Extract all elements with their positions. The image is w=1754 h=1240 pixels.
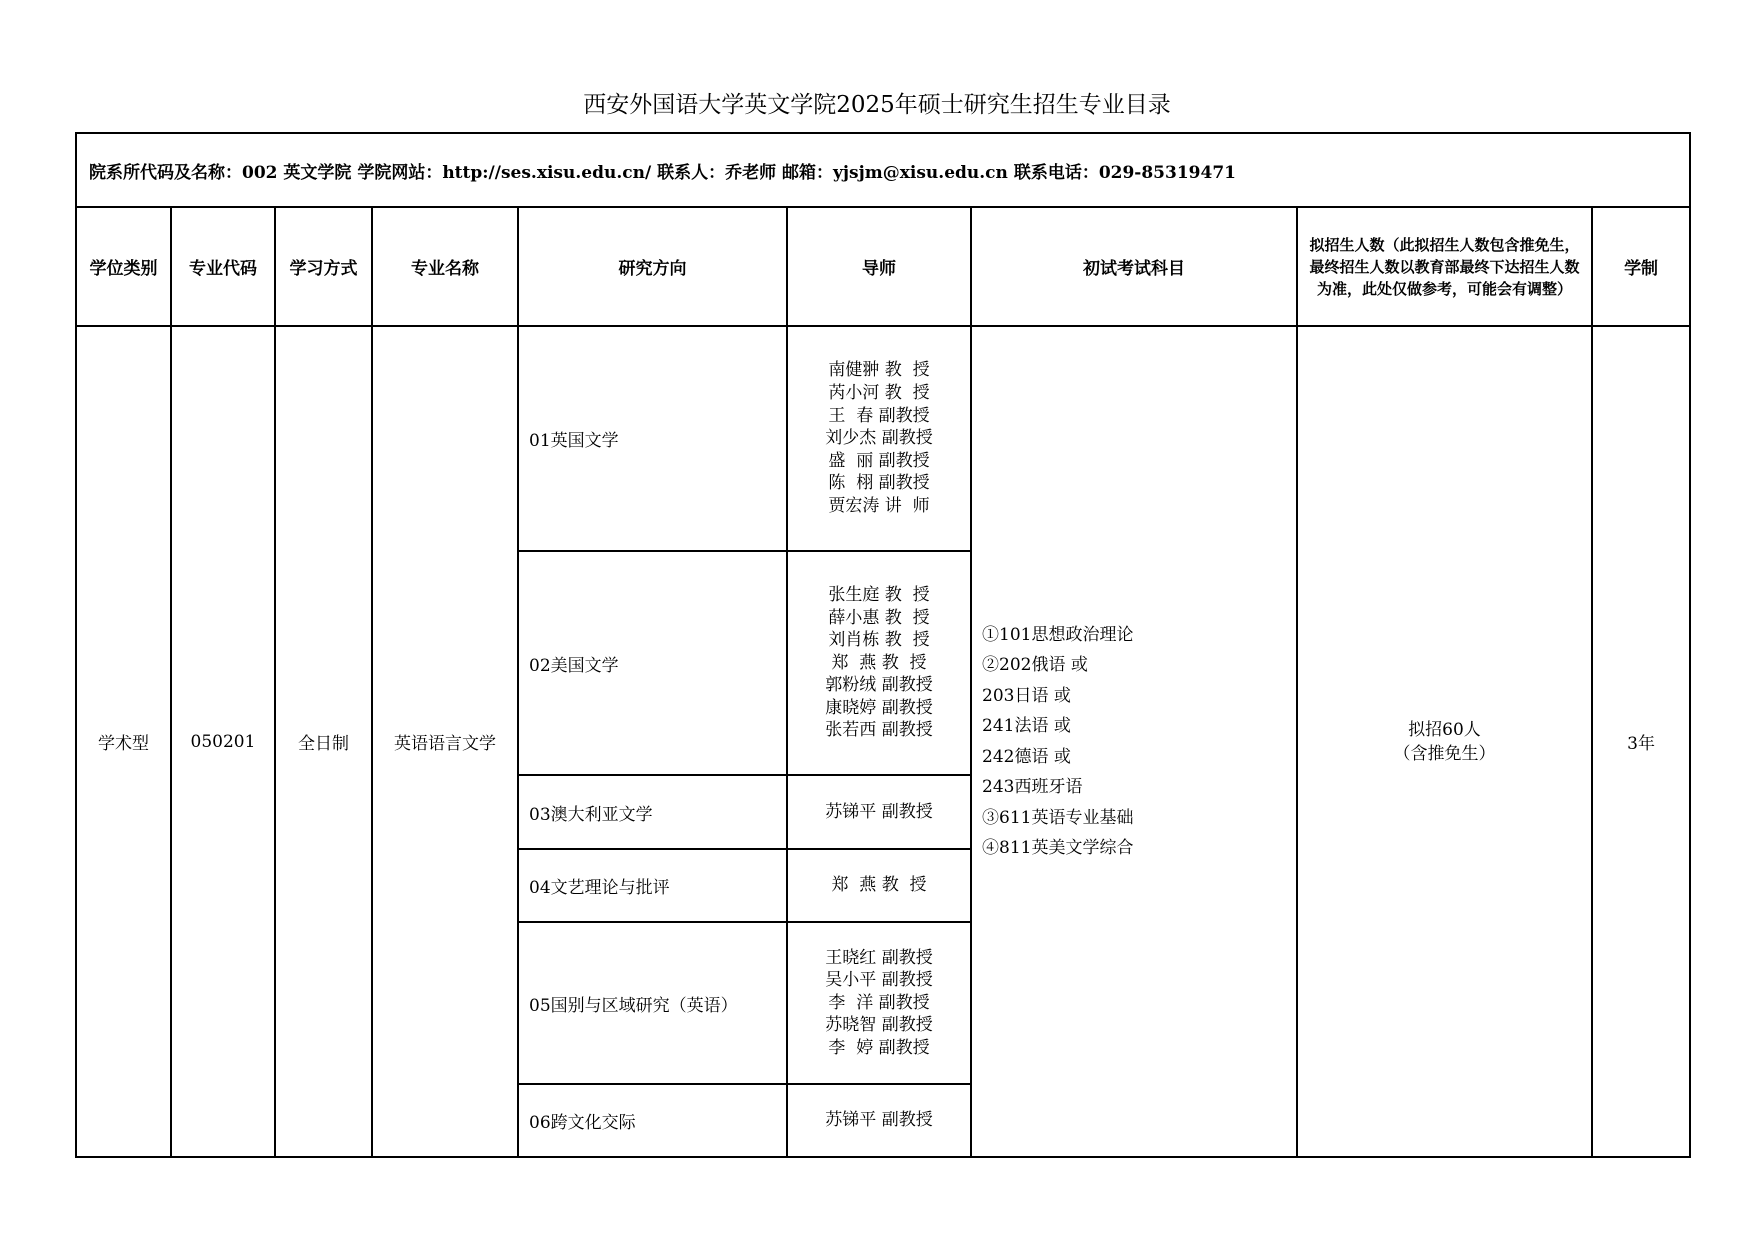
exam-subjects-cell	[971, 326, 1297, 1157]
exam-subject: ④811英美文学综合	[982, 838, 1134, 858]
direction-03: 03澳大利亚文学	[518, 775, 787, 849]
header-exam-subjects: 初试考试科目	[971, 207, 1297, 326]
exam-subject: 242德语 或	[982, 746, 1071, 767]
supervisors-02	[787, 551, 971, 775]
supervisor-entry: 刘少杰 副教授	[825, 428, 933, 449]
supervisor-entry: 康晓婷 副教授	[825, 697, 933, 718]
supervisor-entry: 张生庭 教 授	[828, 584, 930, 605]
supervisor-entry: 苏锑平 副教授	[825, 1110, 933, 1131]
supervisor-entry: 李 洋 副教授	[828, 992, 930, 1013]
supervisor-entry: 薛小惠 教 授	[828, 607, 930, 628]
degree-type-cell: 学术型	[76, 326, 171, 1157]
catalog-table	[75, 132, 1691, 1158]
exam-subject: ②202俄语 或	[982, 655, 1088, 675]
supervisor-entry: 吴小平 副教授	[825, 970, 933, 991]
table-row	[76, 326, 1690, 551]
supervisor-entry: 郭粉绒 副教授	[825, 675, 933, 696]
header-research-direction: 研究方向	[518, 207, 787, 326]
header-duration: 学制	[1592, 207, 1690, 326]
header-major-name: 专业名称	[372, 207, 518, 326]
supervisor-entry: 芮小河 教 授	[828, 383, 930, 404]
supervisors-05	[787, 922, 971, 1084]
supervisors-03	[787, 775, 971, 849]
supervisor-entry: 苏锑平 副教授	[825, 801, 933, 822]
header-supervisor: 导师	[787, 207, 971, 326]
supervisor-entry: 陈 栩 副教授	[828, 473, 930, 494]
supervisors-04	[787, 849, 971, 922]
exam-subject: 241法语 或	[982, 716, 1071, 736]
exam-subject: 203日语 或	[982, 685, 1071, 706]
enrollment-note: （含推免生）	[1393, 743, 1496, 764]
direction-06: 06跨文化交际	[518, 1084, 787, 1157]
supervisors-01	[787, 326, 971, 551]
exam-subject: 243西班牙语	[982, 777, 1083, 797]
supervisor-entry: 苏晓智 副教授	[825, 1015, 933, 1036]
supervisor-entry: 南健翀 教 授	[828, 360, 930, 381]
supervisor-entry: 盛 丽 副教授	[828, 450, 930, 471]
direction-01: 01英国文学	[518, 326, 787, 551]
supervisor-entry: 李 婷 副教授	[828, 1037, 930, 1058]
page-title: 西安外国语大学英文学院2025年硕士研究生招生专业目录	[583, 92, 1171, 118]
supervisor-entry: 郑 燕 教 授	[831, 875, 927, 896]
enrollment-cell	[1297, 326, 1592, 1157]
direction-05: 05国别与区域研究（英语）	[518, 922, 787, 1084]
supervisor-entry: 刘肖栋 教 授	[828, 630, 930, 651]
enrollment-quota: 拟招60人	[1408, 719, 1481, 740]
header-degree-type: 学位类别	[76, 207, 171, 326]
exam-subject: ①101思想政治理论	[982, 624, 1134, 645]
duration-cell: 3年	[1592, 326, 1690, 1157]
study-mode-cell: 全日制	[275, 326, 372, 1157]
direction-02: 02美国文学	[518, 551, 787, 775]
supervisor-entry: 张若西 副教授	[825, 720, 933, 741]
major-name-cell: 英语语言文学	[372, 326, 518, 1157]
major-code-cell: 050201	[171, 326, 275, 1157]
college-info-line: 院系所代码及名称：002 英文学院 学院网站：http://ses.xisu.edu.cn/ 联系人：乔老师 邮箱：yjsjm@xisu.edu.cn 联系电话：029-85319471	[76, 133, 1690, 207]
supervisor-entry: 王 春 副教授	[828, 405, 930, 426]
supervisor-entry: 贾宏涛 讲 师	[828, 495, 930, 516]
header-enrollment: 拟招生人数（此拟招生人数包含推免生，最终招生人数以教育部最终下达招生人数为准，此处仅做参考，可能会有调整）	[1297, 207, 1592, 326]
exam-subject: ③611英语专业基础	[982, 807, 1134, 828]
supervisors-06	[787, 1084, 971, 1157]
header-row	[76, 207, 1690, 326]
supervisor-entry: 王晓红 副教授	[825, 947, 933, 968]
header-study-mode: 学习方式	[275, 207, 372, 326]
supervisor-entry: 郑 燕 教 授	[831, 652, 927, 673]
direction-04: 04文艺理论与批评	[518, 849, 787, 922]
header-major-code: 专业代码	[171, 207, 275, 326]
